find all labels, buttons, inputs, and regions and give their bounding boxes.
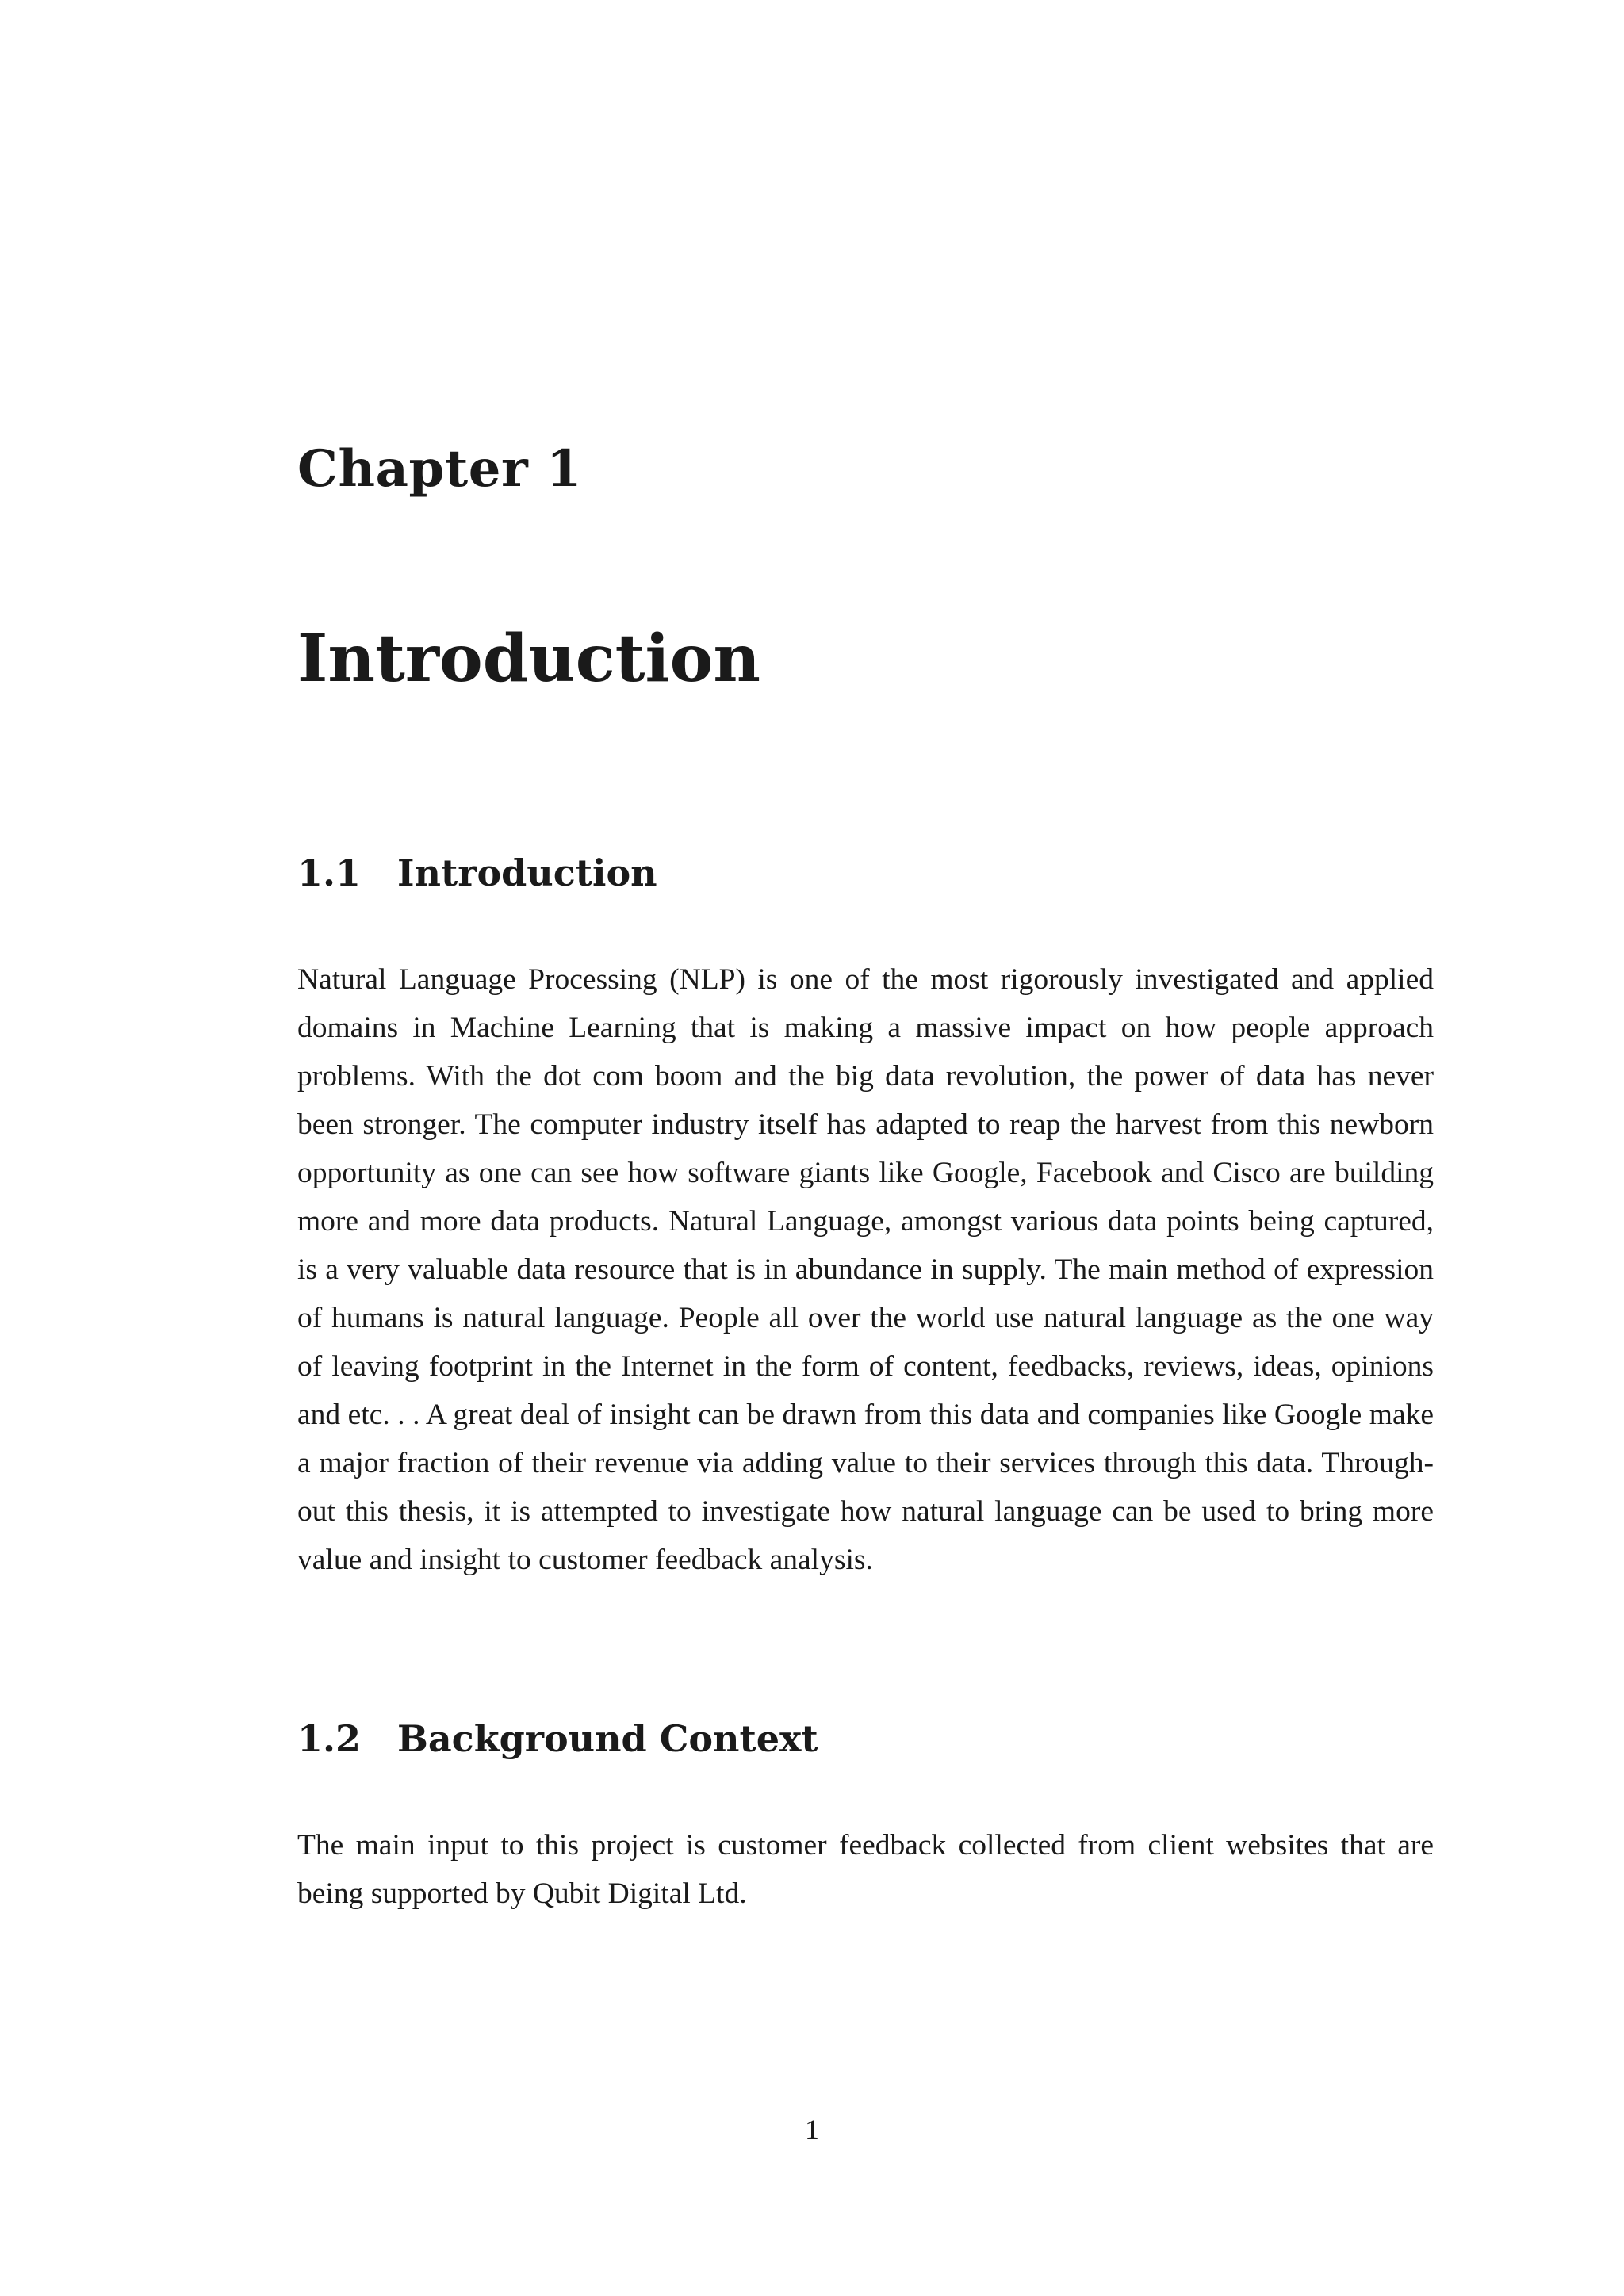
- background-context-paragraph: The main input to this project is customer feedback collected from client websites that are being supported by Qubit Digital Ltd.: [297, 1829, 1434, 1910]
- section-title: Introduction: [397, 851, 657, 894]
- chapter-label: Chapter 1: [297, 439, 582, 499]
- section-heading-background-context: [297, 1717, 818, 1760]
- page-number: 1: [805, 2114, 819, 2145]
- section-number: 1.2: [297, 1717, 362, 1760]
- introduction-paragraph: Natural Language Processing (NLP) is one of the most rigorously investigated and applied domains in Machine Learning that is making a massive impact on how people approach problems. With the dot com boom and the big data revolution, the power of data has never been stronger. The computer industry itself has adapted to reap the harvest from this newborn opportunity as one can see how software giants like Google, Facebook and Cisco are building more and more data products. Natural Language, amongst various data points being captured, is a very valuable data resource that is in abundance in supply. The main method of expression of humans is natural language. People all over the world use natural language as the one way of leaving footprint in the Internet in the form of content, feedbacks, reviews, ideas, opinions and etc. . . A great deal of insight can be drawn from this data and companies like Google make a major fraction of their revenue via adding value to their services through this data. Throughout this thesis, it is attempted to investigate how natural language can be used to bring more value and insight to customer feedback analysis.: [297, 963, 1434, 1576]
- chapter-title: Introduction: [297, 621, 760, 697]
- section-number: 1.1: [297, 851, 362, 894]
- section-heading-introduction: [297, 851, 657, 894]
- section-title: Background Context: [397, 1717, 818, 1760]
